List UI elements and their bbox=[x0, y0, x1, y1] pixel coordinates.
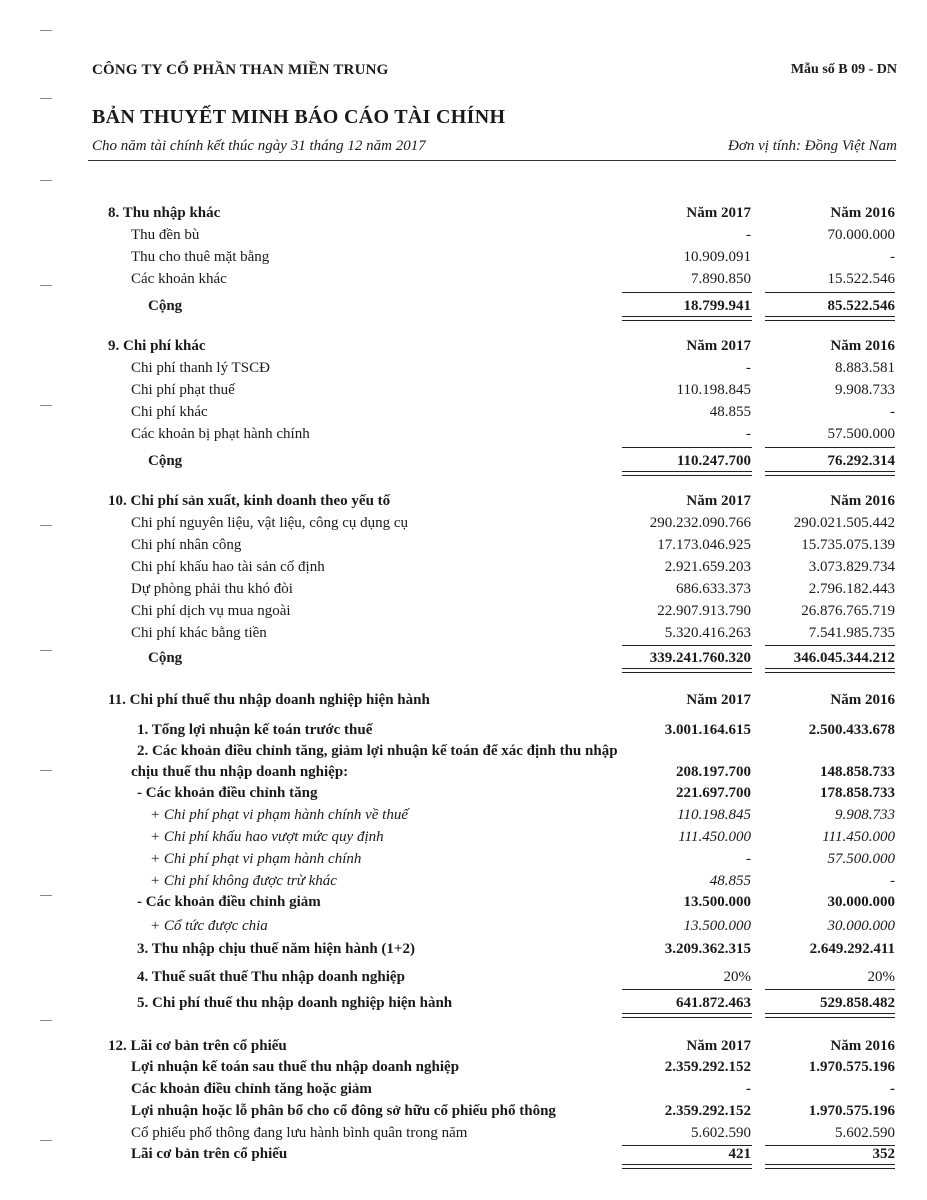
total-2016: 85.522.546 bbox=[827, 298, 895, 314]
value-2017: 3.209.362.315 bbox=[664, 941, 751, 957]
table-row bbox=[0, 625, 927, 647]
value-2016: 290.021.505.442 bbox=[793, 515, 895, 531]
table-row bbox=[0, 743, 927, 765]
column-header-2016: Năm 2016 bbox=[830, 1038, 895, 1054]
document-title: BẢN THUYẾT MINH BÁO CÁO TÀI CHÍNH bbox=[92, 106, 506, 128]
row-label: 1. Tổng lợi nhuận kế toán trước thuế bbox=[137, 722, 373, 738]
reporting-period: Cho năm tài chính kết thúc ngày 31 tháng 12 năm 2017 bbox=[92, 138, 426, 154]
row-label: - Các khoản điều chỉnh tăng bbox=[137, 785, 318, 801]
value-2017: - bbox=[746, 227, 751, 243]
table-row bbox=[0, 515, 927, 537]
value-2017: 7.890.850 bbox=[691, 271, 751, 287]
table-row bbox=[0, 559, 927, 581]
value-2016: 5.602.590 bbox=[835, 1125, 895, 1141]
table-row bbox=[0, 1059, 927, 1081]
value-2017: 3.001.164.615 bbox=[664, 722, 751, 738]
value-2016: 7.541.985.735 bbox=[808, 625, 895, 641]
total-double-rule bbox=[622, 1164, 752, 1169]
section-title: 10. Chi phí sản xuất, kinh doanh theo yếu tố bbox=[108, 493, 391, 509]
total-double-rule bbox=[622, 668, 752, 673]
value-2017: 221.697.700 bbox=[676, 785, 751, 801]
table-row bbox=[0, 894, 927, 916]
subtotal-rule bbox=[765, 1145, 895, 1146]
value-2017: - bbox=[746, 851, 751, 867]
row-label: Chi phí thanh lý TSCĐ bbox=[131, 360, 270, 376]
row-label: - Các khoản điều chỉnh giảm bbox=[137, 894, 321, 910]
value-2016: 8.883.581 bbox=[835, 360, 895, 376]
subtotal-rule bbox=[622, 292, 752, 293]
value-2016: 1.970.575.196 bbox=[808, 1103, 895, 1119]
value-2016: 9.908.733 bbox=[835, 382, 895, 398]
header-divider bbox=[88, 160, 896, 161]
table-row bbox=[0, 764, 927, 786]
section-heading-row bbox=[0, 493, 927, 515]
table-row bbox=[0, 382, 927, 404]
value-2017: 5.320.416.263 bbox=[664, 625, 751, 641]
company-name: CÔNG TY CỔ PHẦN THAN MIỀN TRUNG bbox=[92, 62, 389, 78]
value-2016: 2.796.182.443 bbox=[808, 581, 895, 597]
value-2016: 178.858.733 bbox=[820, 785, 895, 801]
row-label: 3. Thu nhập chịu thuế năm hiện hành (1+2) bbox=[137, 941, 415, 957]
column-header-2017: Năm 2017 bbox=[686, 692, 751, 708]
row-label: 2. Các khoản điều chỉnh tăng, giảm lợi nhuận kế toán để xác định thu nhập bbox=[137, 743, 618, 759]
table-row bbox=[0, 851, 927, 873]
value-2016: 70.000.000 bbox=[827, 227, 895, 243]
value-2017: 22.907.913.790 bbox=[657, 603, 751, 619]
total-2017: 110.247.700 bbox=[676, 453, 751, 469]
value-2016: 15.735.075.139 bbox=[801, 537, 895, 553]
margin-mark bbox=[40, 180, 52, 181]
total-2017: 641.872.463 bbox=[676, 995, 751, 1011]
total-double-rule bbox=[622, 316, 752, 321]
total-double-rule bbox=[765, 471, 895, 476]
total-2016: 352 bbox=[872, 1146, 895, 1162]
row-label: + Chi phí phạt vi phạm hành chính bbox=[150, 851, 362, 867]
table-row bbox=[0, 227, 927, 249]
table-row bbox=[0, 829, 927, 851]
row-label: + Cổ tức được chia bbox=[150, 918, 268, 934]
row-label: Thu đền bù bbox=[131, 227, 200, 243]
total-label: Cộng bbox=[148, 298, 183, 314]
margin-mark bbox=[40, 30, 52, 31]
section-title: 9. Chi phí khác bbox=[108, 338, 206, 354]
table-row bbox=[0, 581, 927, 603]
total-2016: 346.045.344.212 bbox=[793, 650, 895, 666]
row-label: Thu cho thuê mặt bằng bbox=[131, 249, 270, 265]
total-double-rule bbox=[622, 471, 752, 476]
value-2016: 2.649.292.411 bbox=[809, 941, 895, 957]
value-2017: 5.602.590 bbox=[691, 1125, 751, 1141]
row-label: Lợi nhuận hoặc lỗ phân bổ cho cổ đông sở hữu cổ phiếu phổ thông bbox=[131, 1103, 556, 1119]
total-double-rule bbox=[765, 668, 895, 673]
row-label: 4. Thuế suất thuế Thu nhập doanh nghiệp bbox=[137, 969, 405, 985]
row-label: chịu thuế thu nhập doanh nghiệp: bbox=[131, 764, 349, 780]
total-2016: 76.292.314 bbox=[827, 453, 895, 469]
value-2017: - bbox=[746, 1081, 751, 1097]
row-label: Các khoản bị phạt hành chính bbox=[131, 426, 310, 442]
section-title: 11. Chi phí thuế thu nhập doanh nghiệp hiện hành bbox=[108, 692, 430, 708]
column-header-2017: Năm 2017 bbox=[686, 338, 751, 354]
form-code: Mẫu số B 09 - DN bbox=[790, 62, 897, 77]
value-2017: 13.500.000 bbox=[683, 894, 751, 910]
row-label: + Chi phí khấu hao vượt mức quy định bbox=[150, 829, 384, 845]
total-double-rule bbox=[765, 1164, 895, 1169]
value-2017: 110.198.845 bbox=[676, 382, 751, 398]
column-header-2016: Năm 2016 bbox=[830, 338, 895, 354]
margin-mark bbox=[40, 98, 52, 99]
table-row bbox=[0, 360, 927, 382]
total-label: Lãi cơ bản trên cổ phiếu bbox=[131, 1146, 288, 1162]
subtotal-rule bbox=[622, 645, 752, 646]
value-2016: 148.858.733 bbox=[820, 764, 895, 780]
row-label: Chi phí phạt thuế bbox=[131, 382, 235, 398]
value-2017: 20% bbox=[723, 969, 751, 985]
table-row bbox=[0, 249, 927, 271]
row-label: Chi phí khác bằng tiền bbox=[131, 625, 267, 641]
value-2017: 208.197.700 bbox=[676, 764, 751, 780]
value-2016: 57.500.000 bbox=[827, 851, 895, 867]
table-row bbox=[0, 873, 927, 895]
total-double-rule bbox=[765, 316, 895, 321]
value-2016: 26.876.765.719 bbox=[801, 603, 895, 619]
row-label: + Chi phí không được trừ khác bbox=[150, 873, 337, 889]
subtotal-rule bbox=[622, 989, 752, 990]
subtotal-rule bbox=[765, 447, 895, 448]
column-header-2017: Năm 2017 bbox=[686, 205, 751, 221]
subtotal-rule bbox=[765, 989, 895, 990]
value-2016: - bbox=[890, 249, 895, 265]
value-2017: 2.359.292.152 bbox=[664, 1103, 751, 1119]
margin-mark bbox=[40, 1020, 52, 1021]
total-2017: 18.799.941 bbox=[683, 298, 751, 314]
table-row bbox=[0, 918, 927, 940]
value-2016: - bbox=[890, 873, 895, 889]
value-2017: 48.855 bbox=[709, 404, 751, 420]
value-2016: 111.450.000 bbox=[822, 829, 895, 845]
value-2016: 15.522.546 bbox=[827, 271, 895, 287]
row-label: Các khoản khác bbox=[131, 271, 227, 287]
section-heading-row bbox=[0, 1038, 927, 1060]
table-row bbox=[0, 404, 927, 426]
row-label: Chi phí nhân công bbox=[131, 537, 242, 553]
row-label: Chi phí nguyên liệu, vật liệu, công cụ dụng cụ bbox=[131, 515, 409, 531]
section-title: 8. Thu nhập khác bbox=[108, 205, 221, 221]
total-2017: 339.241.760.320 bbox=[649, 650, 751, 666]
table-row bbox=[0, 1103, 927, 1125]
table-row bbox=[0, 1081, 927, 1103]
subtotal-rule bbox=[765, 645, 895, 646]
column-header-2016: Năm 2016 bbox=[830, 493, 895, 509]
value-2016: 9.908.733 bbox=[835, 807, 895, 823]
row-label: Lợi nhuận kế toán sau thuế thu nhập doanh nghiệp bbox=[131, 1059, 460, 1075]
table-row bbox=[0, 969, 927, 991]
value-2016: 57.500.000 bbox=[827, 426, 895, 442]
value-2016: 30.000.000 bbox=[827, 918, 895, 934]
value-2017: 17.173.046.925 bbox=[657, 537, 751, 553]
row-label: Các khoản điều chỉnh tăng hoặc giảm bbox=[131, 1081, 372, 1097]
value-2017: 13.500.000 bbox=[683, 918, 751, 934]
value-2016: 20% bbox=[867, 969, 895, 985]
section-heading-row bbox=[0, 692, 927, 714]
value-2017: 2.359.292.152 bbox=[664, 1059, 751, 1075]
table-row bbox=[0, 807, 927, 829]
table-row bbox=[0, 1125, 927, 1147]
total-double-rule bbox=[622, 1013, 752, 1018]
table-row bbox=[0, 722, 927, 744]
subtotal-rule bbox=[765, 292, 895, 293]
value-2017: 686.633.373 bbox=[676, 581, 751, 597]
total-label: Cộng bbox=[148, 453, 183, 469]
value-2017: 290.232.090.766 bbox=[649, 515, 751, 531]
section-heading-row bbox=[0, 205, 927, 227]
total-label: 5. Chi phí thuế thu nhập doanh nghiệp hiện hành bbox=[137, 995, 453, 1011]
value-2016: 3.073.829.734 bbox=[808, 559, 895, 575]
table-row bbox=[0, 537, 927, 559]
value-2016: 1.970.575.196 bbox=[808, 1059, 895, 1075]
column-header-2017: Năm 2017 bbox=[686, 1038, 751, 1054]
table-row bbox=[0, 785, 927, 807]
table-row bbox=[0, 603, 927, 625]
column-header-2016: Năm 2016 bbox=[830, 692, 895, 708]
column-header-2017: Năm 2017 bbox=[686, 493, 751, 509]
table-row bbox=[0, 426, 927, 448]
row-label: Dự phòng phải thu khó đòi bbox=[131, 581, 293, 597]
table-row bbox=[0, 941, 927, 963]
value-2017: 111.450.000 bbox=[678, 829, 751, 845]
value-2017: 2.921.659.203 bbox=[664, 559, 751, 575]
value-2017: 10.909.091 bbox=[683, 249, 751, 265]
value-2017: 110.198.845 bbox=[677, 807, 751, 823]
section-title: 12. Lãi cơ bản trên cổ phiếu bbox=[108, 1038, 287, 1054]
section-heading-row bbox=[0, 338, 927, 360]
value-2017: - bbox=[746, 360, 751, 376]
value-2017: - bbox=[746, 426, 751, 442]
total-double-rule bbox=[765, 1013, 895, 1018]
row-label: Cổ phiếu phổ thông đang lưu hành bình quân trong năm bbox=[131, 1125, 468, 1141]
value-2016: - bbox=[890, 404, 895, 420]
column-header-2016: Năm 2016 bbox=[830, 205, 895, 221]
total-label: Cộng bbox=[148, 650, 183, 666]
value-2016: 30.000.000 bbox=[827, 894, 895, 910]
subtotal-rule bbox=[622, 447, 752, 448]
row-label: Chi phí khấu hao tài sản cố định bbox=[131, 559, 325, 575]
row-label: + Chi phí phạt vi phạm hành chính về thuế bbox=[150, 807, 409, 823]
currency-unit: Đơn vị tính: Đồng Việt Nam bbox=[728, 138, 897, 154]
total-2017: 421 bbox=[728, 1146, 751, 1162]
value-2017: 48.855 bbox=[709, 873, 751, 889]
row-label: Chi phí khác bbox=[131, 404, 208, 420]
table-row bbox=[0, 271, 927, 293]
row-label: Chi phí dịch vụ mua ngoài bbox=[131, 603, 291, 619]
value-2016: - bbox=[890, 1081, 895, 1097]
subtotal-rule bbox=[622, 1145, 752, 1146]
total-2016: 529.858.482 bbox=[820, 995, 895, 1011]
value-2016: 2.500.433.678 bbox=[808, 722, 895, 738]
